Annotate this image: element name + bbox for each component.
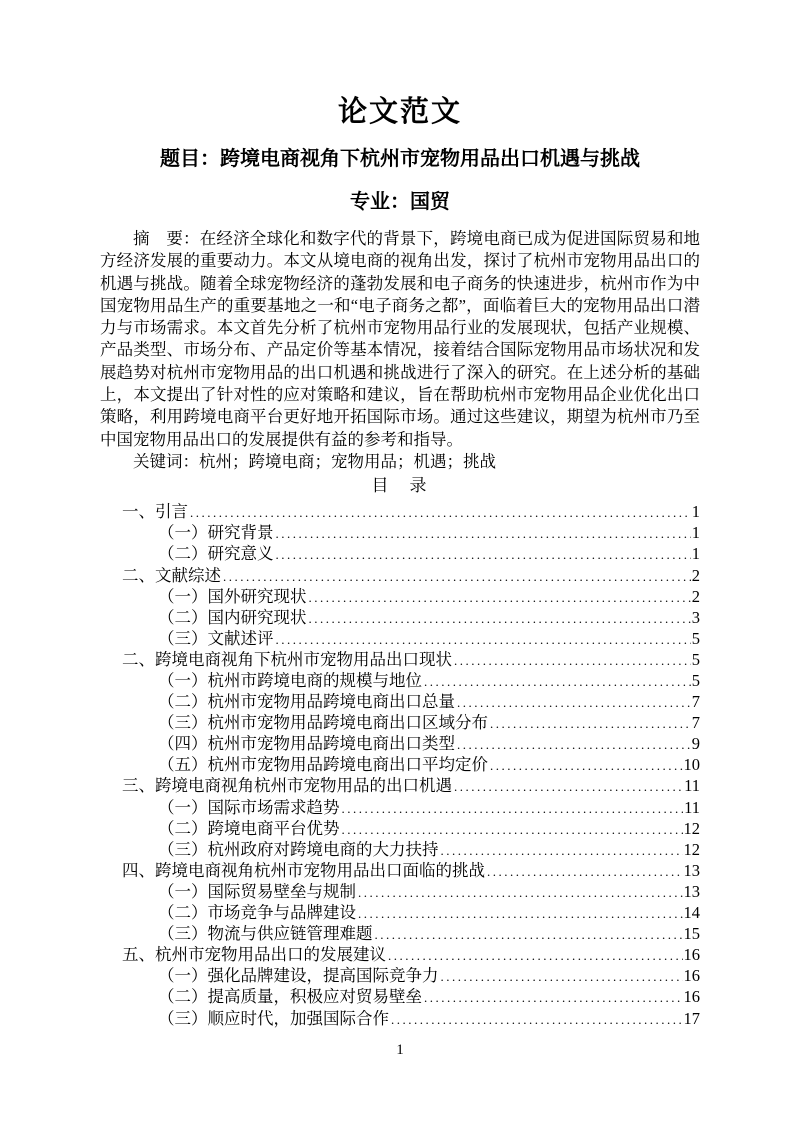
toc-entry-label: （二）市场竞争与品牌建设 — [158, 903, 356, 923]
toc-entry-label: 四、跨境电商视角杭州市宠物用品出口面临的挑战 — [122, 860, 485, 880]
toc-entry-page: 2 — [691, 565, 700, 585]
toc-entry[interactable] — [100, 649, 700, 670]
toc-entry-label: （一）国际贸易壁垒与规制 — [158, 881, 356, 901]
toc-dot-leader — [424, 987, 683, 1007]
toc-entry-label: （一）强化品牌建设，提高国际竞争力 — [158, 966, 439, 986]
toc-dot-leader — [190, 502, 691, 522]
toc-dot-leader — [441, 966, 683, 986]
toc-entry-label: （四）杭州市宠物用品跨境电商出口类型 — [158, 734, 455, 754]
toc-entry-page: 11 — [684, 776, 700, 796]
toc-entry-page: 13 — [683, 881, 700, 901]
toc-entry-page: 13 — [683, 860, 700, 880]
toc-entry-label: （一）研究背景 — [158, 523, 274, 543]
toc-entry-page: 15 — [683, 924, 700, 944]
toc-entry[interactable] — [100, 565, 700, 586]
page-number: 1 — [396, 1042, 404, 1058]
thesis-major: 专业：国贸 — [350, 191, 450, 213]
toc-entry-label: （二）杭州市宠物用品跨境电商出口总量 — [158, 692, 455, 712]
toc-entry-label: （三）杭州市宠物用品跨境电商出口区域分布 — [158, 713, 488, 733]
toc-entry[interactable] — [100, 691, 700, 712]
abstract-label: 摘 要： — [133, 229, 200, 248]
toc-dot-leader — [309, 608, 691, 628]
toc-dot-leader — [424, 671, 691, 691]
toc-dot-leader — [342, 798, 684, 818]
toc-entry[interactable] — [100, 986, 700, 1007]
toc-dot-leader — [342, 819, 683, 839]
toc-entry-page: 10 — [683, 755, 700, 775]
toc-entry-page: 9 — [691, 734, 700, 754]
toc-dot-leader — [375, 924, 683, 944]
toc-entry-page: 1 — [691, 502, 700, 522]
toc-entry[interactable] — [100, 775, 700, 796]
toc-dot-leader — [454, 650, 691, 670]
toc-entry-page: 12 — [683, 839, 700, 859]
abstract-body: 在经济全球化和数字代的背景下，跨境电商已成为促进国际贸易和地方经济发展的重要动力。本文从境电商的视角出发，探讨了杭州市宠物用品出口的机遇与挑战。随着全球宠物经济的蓬勃发展和电子商务的快速进步，杭州市作为中国宠物用品生产的重要基地之一和“电子商务之都”，面临着巨大的宠物用品出口潜力与市场需求。本文首先分析了杭州市宠物用品行业的发展现状，包括产业规模、产品类型、市场分布、产品定价等基本情况，接着结合国际宠物用品市场状况和发展趋势对杭州市宠物用品的出口机遇和挑战进行了深入的研究。在上述分析的基础上，本文提出了针对性的应对策略和建议，旨在帮助杭州市宠物用品企业优化出口策略，利用跨境电商平台更好地开拓国际市场。通过这些建议，期望为杭州市乃至中国宠物用品出口的发展提供有益的参考和指导。 — [100, 229, 701, 449]
toc-dot-leader — [490, 713, 691, 733]
toc-entry-page: 5 — [691, 649, 700, 669]
toc-dot-leader — [276, 544, 691, 564]
toc-dot-leader — [358, 903, 683, 923]
toc-entry-page: 11 — [684, 797, 700, 817]
toc-entry[interactable] — [100, 670, 700, 691]
toc-dot-leader — [391, 1009, 683, 1029]
toc-entry[interactable] — [100, 586, 700, 607]
toc-entry-page: 5 — [691, 628, 700, 648]
toc-dot-leader — [457, 734, 691, 754]
toc-entry[interactable] — [100, 754, 700, 775]
document-title: 论文范文 — [337, 96, 462, 128]
toc-entry-page: 7 — [691, 692, 700, 712]
thesis-topic: 题目：跨境电商视角下杭州市宠物用品出口机遇与挑战 — [160, 148, 640, 170]
toc-entry[interactable] — [100, 522, 700, 543]
toc-entry-label: 三、跨境电商视角杭州市宠物用品的出口机遇 — [122, 776, 452, 796]
toc-heading: 目 录 — [371, 476, 429, 496]
toc-dot-leader — [309, 587, 691, 607]
toc-entry-label: （五）杭州市宠物用品跨境电商出口平均定价 — [158, 755, 488, 775]
toc-entry-label: （二）跨境电商平台优势 — [158, 818, 340, 838]
toc-entry[interactable] — [100, 902, 700, 923]
toc-entry[interactable] — [100, 860, 700, 881]
toc-entry[interactable] — [100, 944, 700, 965]
toc-entry-label: 一、引言 — [122, 502, 188, 522]
keywords-line — [100, 451, 700, 473]
abstract-paragraph — [100, 228, 700, 451]
toc-entry-page: 1 — [691, 523, 700, 543]
toc-dot-leader — [223, 566, 691, 586]
toc-entry-page: 3 — [691, 607, 700, 627]
toc-entry-label: （三）文献述评 — [158, 628, 274, 648]
toc-dot-leader — [490, 755, 683, 775]
toc-entry[interactable] — [100, 797, 700, 818]
toc-entry-page: 16 — [683, 966, 700, 986]
toc-entry-label: （三）杭州政府对跨境电商的大力扶持 — [158, 839, 439, 859]
keywords-label: 关键词： — [133, 451, 199, 471]
toc-entry-label: （一）杭州市跨境电商的规模与地位 — [158, 671, 422, 691]
toc-dot-leader — [454, 776, 683, 796]
toc-entry-label: （三）物流与供应链管理难题 — [158, 924, 373, 944]
toc-entry[interactable] — [100, 923, 700, 944]
toc-dot-leader — [441, 840, 683, 860]
toc-entry-page: 14 — [683, 903, 700, 923]
toc-dot-leader — [276, 629, 691, 649]
toc-dot-leader — [358, 882, 683, 902]
toc-entry[interactable] — [100, 543, 700, 564]
toc-entry-label: （三）顺应时代，加强国际合作 — [158, 1008, 389, 1028]
keywords-value: 杭州；跨境电商；宠物用品；机遇；挑战 — [199, 451, 496, 471]
toc-entry-label: （二）提高质量，积极应对贸易壁垒 — [158, 987, 422, 1007]
toc-entry-page: 2 — [691, 586, 700, 606]
toc-entry[interactable] — [100, 1008, 700, 1029]
toc-entry-label: （一）国外研究现状 — [158, 586, 307, 606]
toc-dot-leader — [388, 945, 683, 965]
toc-entry-page: 1 — [691, 544, 700, 564]
toc-entry-label: （二）国内研究现状 — [158, 607, 307, 627]
toc-dot-leader — [457, 692, 691, 712]
toc-entry-label: 二、跨境电商视角下杭州市宠物用品出口现状 — [122, 649, 452, 669]
toc-entry[interactable] — [100, 818, 700, 839]
toc-entry[interactable] — [100, 881, 700, 902]
toc-entry-label: （二）研究意义 — [158, 544, 274, 564]
toc-entry[interactable] — [100, 501, 700, 522]
toc-entry-page: 7 — [691, 713, 700, 733]
toc-dot-leader — [276, 523, 691, 543]
table-of-contents — [100, 501, 700, 1028]
toc-entry[interactable] — [100, 965, 700, 986]
toc-entry[interactable] — [100, 712, 700, 733]
toc-entry-page: 16 — [683, 945, 700, 965]
toc-entry[interactable] — [100, 628, 700, 649]
toc-entry-label: 二、文献综述 — [122, 565, 221, 585]
toc-entry-page: 12 — [683, 818, 700, 838]
toc-entry[interactable] — [100, 607, 700, 628]
toc-dot-leader — [487, 861, 683, 881]
toc-entry[interactable] — [100, 839, 700, 860]
toc-entry[interactable] — [100, 733, 700, 754]
toc-entry-label: （一）国际市场需求趋势 — [158, 797, 340, 817]
toc-entry-page: 5 — [691, 671, 700, 691]
toc-entry-label: 五、杭州市宠物用品出口的发展建议 — [122, 945, 386, 965]
toc-entry-page: 17 — [683, 1008, 700, 1028]
toc-entry-page: 16 — [683, 987, 700, 1007]
